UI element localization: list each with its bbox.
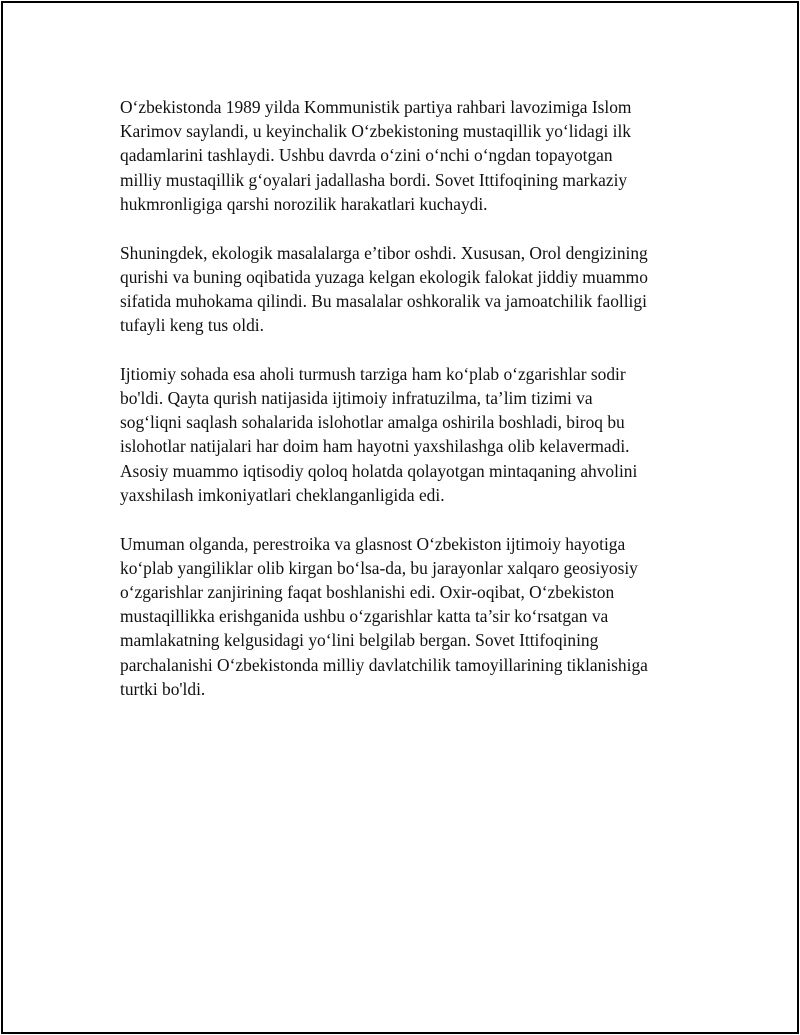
text-line: hukmronligiga qarshi norozilik harakatlari kuchaydi. [120, 193, 488, 214]
text-line: ko‘plab yangiliklar olib kirgan bo‘lsa-da, bu jarayonlar xalqaro geosiyosiy [120, 557, 638, 578]
text-line: islohotlar natijalari har doim ham hayotni yaxshilashga olib kelavermadi. [120, 436, 630, 457]
text-line: sifatida muhokama qilindi. Bu masalalar oshkoralik va jamoatchilik faolligi [120, 290, 647, 311]
text-line: mustaqillikka erishganida ushbu o‘zgarishlar katta ta’sir ko‘rsatgan va [120, 606, 609, 627]
text-line: Shuningdek, ekologik masalalarga e’tibor oshdi. Xususan, Orol dengizining [120, 242, 648, 263]
text-line: Karimov saylandi, u keyinchalik O‘zbekistoning mustaqillik yo‘lidagi ilk [120, 121, 632, 142]
paragraph-2 [120, 241, 700, 338]
text-line: mamlakatning kelgusidagi yo‘lini belgilab bergan. Sovet Ittifoqining [120, 630, 599, 651]
text-line: qurishi va buning oqibatida yuzaga kelgan ekologik falokat jiddiy muammo [120, 266, 648, 287]
paragraph-1 [120, 95, 700, 216]
text-line: sog‘liqni saqlash sohalarida islohotlar amalga oshirila boshladi, biroq bu [120, 412, 625, 433]
text-line: o‘zgarishlar zanjirining faqat boshlanishi edi. Oxir-oqibat, O‘zbekiston [120, 581, 615, 602]
text-line: turtki bo'ldi. [120, 678, 206, 699]
document-body [120, 95, 700, 725]
text-line: tufayli keng tus oldi. [120, 315, 264, 336]
text-line: O‘zbekistonda 1989 yilda Kommunistik partiya rahbari lavozimiga Islom [120, 97, 632, 117]
page-frame [1, 1, 799, 1034]
paragraph-4 [120, 532, 700, 701]
text-line: parchalanishi O‘zbekistonda milliy davlatchilik tamoyillarining tiklanishiga [120, 654, 648, 675]
text-line: Ijtiomiy sohada esa aholi turmush tarziga ham ko‘plab o‘zgarishlar sodir [120, 363, 626, 384]
text-line: bo'ldi. Qayta qurish natijasida ijtimoiy infratuzilma, ta’lim tizimi va [120, 388, 593, 409]
text-line: milliy mustaqillik g‘oyalari jadallasha bordi. Sovet Ittifoqining markaziy [120, 169, 628, 190]
text-line: yaxshilash imkoniyatlari cheklanganligida edi. [120, 484, 445, 505]
text-line: Asosiy muammo iqtisodiy qoloq holatda qolayotgan mintaqaning ahvolini [120, 460, 638, 481]
text-line: qadamlarini tashlaydi. Ushbu davrda o‘zini o‘nchi o‘ngdan topayotgan [120, 145, 613, 166]
text-line: Umuman olganda, perestroika va glasnost O‘zbekiston ijtimoiy hayotiga [120, 533, 626, 554]
paragraph-3 [120, 362, 700, 507]
